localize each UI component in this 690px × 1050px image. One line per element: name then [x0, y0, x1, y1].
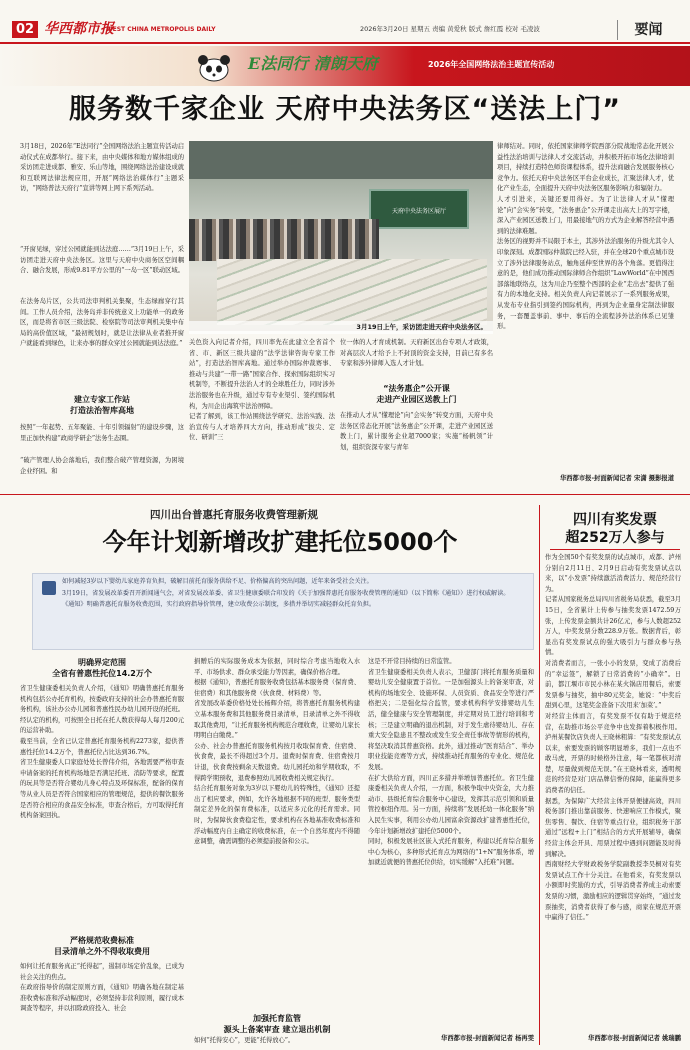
article2-para: 这是不开常目持续的日常监管。 省卫生健康委相关负责人表示，卫健部门将托育服务质量和婴幼儿安全健康置于首位。一是加强源头上的备案审查，对机构的场地安全、设施环保、人员资质、食品安全等进行严格把关；二是强化综合监管，要求机构科学安排婴幼儿生活，健全健康与安全管理制度，并定期对员工进行培训和考核；三是建立明确的退出机制，对于发生虐待婴幼儿、存在重大安全隐患且不整改或发生安全责任事故等情形的机构，将坚决取消其普惠资格。此外，通过推动“医育结合”、举办职业技能竞赛等方式，持续推动托育服务的专业化、规范化发展。 在扩大供给方面，四川正多措并举增加普惠托位。省卫生健康委相关负责人介绍，一方面，积极争取中央资金，大力推动市、县级托育综合服务中心建设，发挥其示范引领和质量管控枢纽作用。另一方面，持续将“发展托幼一体化服务”纳入民生实事，利用公办幼儿园富余资源改扩建普惠性托位，今年计划新增改扩建托位5000个。 同时，积极发展社区嵌入式托育服务，构建以托育综合服务中心为核心，多种形式托育点为网络的“1+N”服务体系，增加就近就便的普惠托位供给，切实缓解“入托难”问题。: [368, 658, 534, 867]
article2-subheading: 严格规范收费标准 目录清单之外不得收取费用: [54, 936, 150, 956]
article2-subheading: 加强托育监管 源头上备案审查 建立退出机制: [223, 1014, 331, 1034]
photo-screen-sign: 天府中央法务区展厅: [391, 208, 446, 215]
photo-screen: [369, 189, 469, 229]
article3-credit: 华西都市报-封面新闻记者 姚瑞鹏: [588, 1035, 681, 1042]
page-number: 02: [12, 21, 38, 38]
article1-credit: 华西都市报-封面新闻记者 宋潇 摄影报道: [559, 475, 674, 482]
photo-caption: 3月19日上午，采访团走进天府中央法务区。: [189, 321, 493, 334]
article2-kicker: 四川出台普惠托育服务收费管理新规: [150, 509, 318, 521]
article2-subheading: 明确界定范围 全省有普惠性托位14.2万个: [52, 658, 152, 678]
article2-para: 如何让托育服务真正“托得起”，遏制市场定价乱象，已成为社会关注的焦点。 在政府指导价的制定原则方面，《通知》明确各地在制定基准收费标准和浮动幅度时，必须坚持非营利原则，履行成本调查等程序，并以扣除政府投入、社会: [20, 963, 184, 1013]
article1-para: 在推动人才从“懂理论”向“会实务”转变方面，天府中央法务区常态化开展“法务惠企”公开课，走进产业园区送教上门，累计服务企业超7000家；实施“杨帆领”计划，组织资深专家与青年: [340, 412, 493, 451]
article1-para: 按照“一年起势、五年聚能、十年引领辐射”的建设步骤，这里正加快构建“政商学研企”法务生态圈。: [20, 424, 184, 442]
issue-meta: 2026年3月20日 星期五 责编 黄爱秋 版式 詹红霞 校对 毛凌波: [360, 25, 540, 33]
column-divider: [539, 505, 540, 1045]
article2-para: 捐赠后的实际服务成本为依据，同时综合考虑当地收入水平、市场供求、群众承受能力等因素，确保价格合理。 根据《通知》，普惠托育服务收费包括基本服务费（保育费、住宿费）和其他服务费（伙食费、材料费）等。 省发展改革委价格处处长杨辉介绍，将普惠托育服务机构建立基本服务费和其他服务费目录清单，目录清单之外不得收取其他费用，“让托育服务机构规范合理收费，让婴幼儿家长明明白白缴费。” 公办、社会办普惠托育服务机构按月收取保育费、住宿费、伙食费，最长不得超过3个月。退费时保育费、住宿费按月计退，伙食费按剩余天数退费。幼儿园托幼和学期收取，不得跨学期预收，退费参照幼儿园收费相关规定执行。 结合托育服务对象为3岁以下婴幼儿的特殊性，《通知》还提出了相应要求，例如，允许各地根据不同的班型、服务类型制定差异化的保育费标准，以适应多元化的托育需求。同时，为保障伙食费稳定性，要求机构在各地基准收费标准和浮动幅度内自主确定的收费标准，在一个自然年度内不得随意调整，确需调整的必须提前报备和公示。: [194, 658, 360, 846]
summary-icon: [42, 581, 56, 595]
newspaper-logo: 华西都市报: [44, 21, 114, 37]
article1-subheading: 建立专家工作站 打造法治智库高地: [70, 395, 134, 415]
article3-rule: [550, 549, 680, 550]
article1-para: 律师结对。同时，依托国家律师学院西部分院战地常态化开展公益性法治培训与法律人才交流活动，并积极开拓市场化法律培训项目，持续打造特色师资课程体系，提升法商融合发展服务核心竞争力。依托天府中央法务区平台企业成长，汇聚法律人才，优化产业生态，全面提升天府中央法务区服务影响力和辐射力。 人才引进来，关键还要用得好。为了让法律人才从“懂理论”向“会实务”转变，“法务惠企”公开课走出高大上的写字楼，深入产业园区送教上门，用最接地气的方式为企业解答经营中遇到的法律难题。 法务区的视野并不局限于本土，其涉外法治服务的升级尤其令人印象深刻。成都国际仲裁院已经入驻，并在全球20个重点城市设立了涉外法律服务站点，触角延伸至世界的各个角落。更值得注意的是，他们成功推动国际律师合作组织“LawWorld”在中国西部落地联络点，这为川企乃至整个西部的企业“走出去”提供了强有力的本地化支持。相关负责人向记者展示了一系列服务成果，从发布专业指引到签约国际机构，再到为企业量身定制法律服务，一套覆盖事前、事中、事后的全流程涉外法治体系已见雏形。: [497, 143, 674, 331]
article1-para: 关色资入向记者介绍，四川率先在此建立全省首个省、市、新区三级共建的“法学法律咨询专家工作站”，打造法治智库高地。通过举办国际仲裁赛事、推动与共建“一带一路”国家合作、探索国际组织实习机制等，不断提升法治人才的全球胜任力，同时涉外法治服务也在升级，通过专有专业渠引、签约国际机构，为川企出海筑牢法治屏障。 记者了解到，该工作站围绕法学研究、法治实践、法治宣传与人才培养四大方向，推动形成“拔尖、定位、研训”三: [189, 339, 335, 442]
article2-para: 如何“托得安心”，更能“托得放心”。: [194, 1037, 295, 1044]
banner-subtitle: 2026年全国网络法治主题宣传活动: [428, 60, 555, 69]
article2-summary-text: 如何减轻3岁以下婴幼儿家庭养育负担，破解目前托育服务供给不足、价格偏高的突出问题，近年来备受社会关注。 3月19日，省发展改革委召开新闻通气会，对省发展改革委、省卫生健康委联合印发的《关于加强普惠托育服务收费管理的通知》（以下简称《通知》）进行权威解读。 《通知》明确普惠托育服务收费范围，实行政府指导价管理，建立收费公示制度，多措并举切实减轻群众托育负担。: [62, 578, 510, 608]
section-title: 要闻: [617, 20, 679, 40]
article1-para: “破产管理人协会落地后，我们整合破产管理资源，为困境企业纾困。和: [20, 457, 184, 475]
banner-slogan: E法同行 清朗天府: [248, 54, 378, 73]
photo-people: [189, 219, 379, 261]
article2-credit: 华西都市报-封面新闻记者 杨再雯: [441, 1035, 534, 1042]
article1-para: “开窗见绿，穿过公园就能到达法庭……”3月19日上午，采访团走进天府中央法务区。这里与天府中央商务区空间耦合、融合发展，形成9.81平方公里的“一岛一区”联动区域。: [20, 246, 184, 275]
article3-body: 作为全国50个有奖发票的试点城市，成都、泸州分别自2月11日、2月9日启动有奖发票试点以来，以“小发票”持续激活消费活力、规范经营行为。 记者从国家税务总局四川省税务局获悉，截至3月15日，全省累计上传参与抽奖发票1472.59万张，上传发票金额共计26亿元，参与人数超252万人，中奖发票分数228.9万张。数据背后，彰显出有奖发票试点的强大吸引力与群众参与热情。 对消费者而言，一张小小的发票，变成了消费后的“幸运签”，解锁了日常消费的“小确幸”。日前，都江堰市市民小林在某火锅店用餐后，索要发票参与抽奖，抽中80元奖金，她说：“中奖后甜到心里，这笔奖金准备下次用来‘加菜’。” 对经营主体而言，有奖发票不仅有助于规范经营，在助推市场公平竞争中也发挥着积极作用。泸州某餐饮店负责人王晓林粗算：“有奖发票试点以来，索要发票的顾客明显增多，我们一点也不敢马虎，开票的时候格外注意，每一笔都核对清楚，尽量做到规范无误。”在王晓林看来，透明规范的经营是对门店品牌信誉的保障，能赢得更多消费者的信任。 据悉，为保障广大经营主体开票便捷高效，四川税务部门推出靠前服务、快速响应工作模式，聚焦零售、餐饮、住宿等重点行业，组织税务干部通过“远程+上门”相结合的方式开展辅导，确保经营主体会开具、用票过程中遇到问题能及时得到解决。 西南财经大学财政税务学院副教授李昊桐对有奖发票试点工作十分关注。在他看来，有奖发票以小额即时奖励的方式，引导消费者养成主动索要发票的习惯，激励相应的逻辑贯穿始终，“通过发票抽奖，消费者获得了参与感，商家在规范开票中赢得了信任。”: [545, 554, 681, 922]
campaign-banner: [0, 46, 690, 86]
photo-ceiling: [189, 141, 493, 179]
section-divider: [0, 494, 690, 495]
article2-para: 省卫生健康委相关负责人介绍，《通知》明确普惠托育服务机构包括公办托育机构，按委政府支持的社会办普惠托育服务机构，该社办公办儿园和普惠性民办幼儿园开设的托班。经认定的机构，可按照全日托在托人数获得每人每月200元的运营补助。 截至当前，全省已认定普惠托育服务机构2273家，提供普惠性托位14.2万个，普惠托位占比达到36.7%。 省卫生健康委人口家庭处处长曾伟介绍，各地需要严格审查申请备案的托育机构场地是否满足托班、消防等要求，配置的玩具等是否符合婴幼儿身心特点及环保标准，配备的保育等从业人员是否符合国家相应的管理规范，提供的餐饮服务是否符合相应的食品安全标准，审查合格后，方可取得托育机构备案回执。: [20, 685, 184, 820]
article1-para: 位一体的人才育成机制。天府新区出台专项人才政策，对高层次人才给予上不封顶的资金支持，目前已有多名专家和涉外律师入选人才计划。: [340, 339, 493, 368]
article3-headline: 四川有奖发票 超252万人参与: [565, 512, 665, 546]
photo-sand-table-model: [217, 259, 487, 325]
article1-photo: [189, 141, 493, 331]
article1-subheading: “法务惠企”公开课 走进产业园区送教上门: [376, 384, 457, 404]
article1-para: 在法务岛片区，公共司法审判机关集聚，生态绿廊穿行其间。工作人员介绍，法务岛并非传统意义上功能单一的政务区，而是将省市区三级法院、检察院等司法审判机关集中布局的高价值区域，“最初规划时，就是让法律从业者推开窗户就能看到绿色，让来办事的群众穿过公园就能到达法庭。”: [20, 298, 184, 348]
article2-headline: 今年计划新增改扩建托位5000个: [102, 528, 458, 556]
article1-para: 3月18日，2026年“E法同行”全国网络法治主题宣传活动启动仪式在成都举行。接下来，由中央媒体和地方媒体组成的采访团走进成都、雅安、乐山等地，围绕网络法治建设成就和互联网法律法规应用，开展“网络法治媒体行”主题采访，“网络普法天府行”宣讲等网上网下系列活动。: [20, 143, 184, 193]
article1-headline: 服务数千家企业 天府中央法务区“送法上门”: [69, 94, 621, 125]
panda-mascot-icon: [190, 50, 238, 82]
newspaper-logo-en: WEST CHINA METROPOLIS DAILY: [106, 26, 216, 33]
